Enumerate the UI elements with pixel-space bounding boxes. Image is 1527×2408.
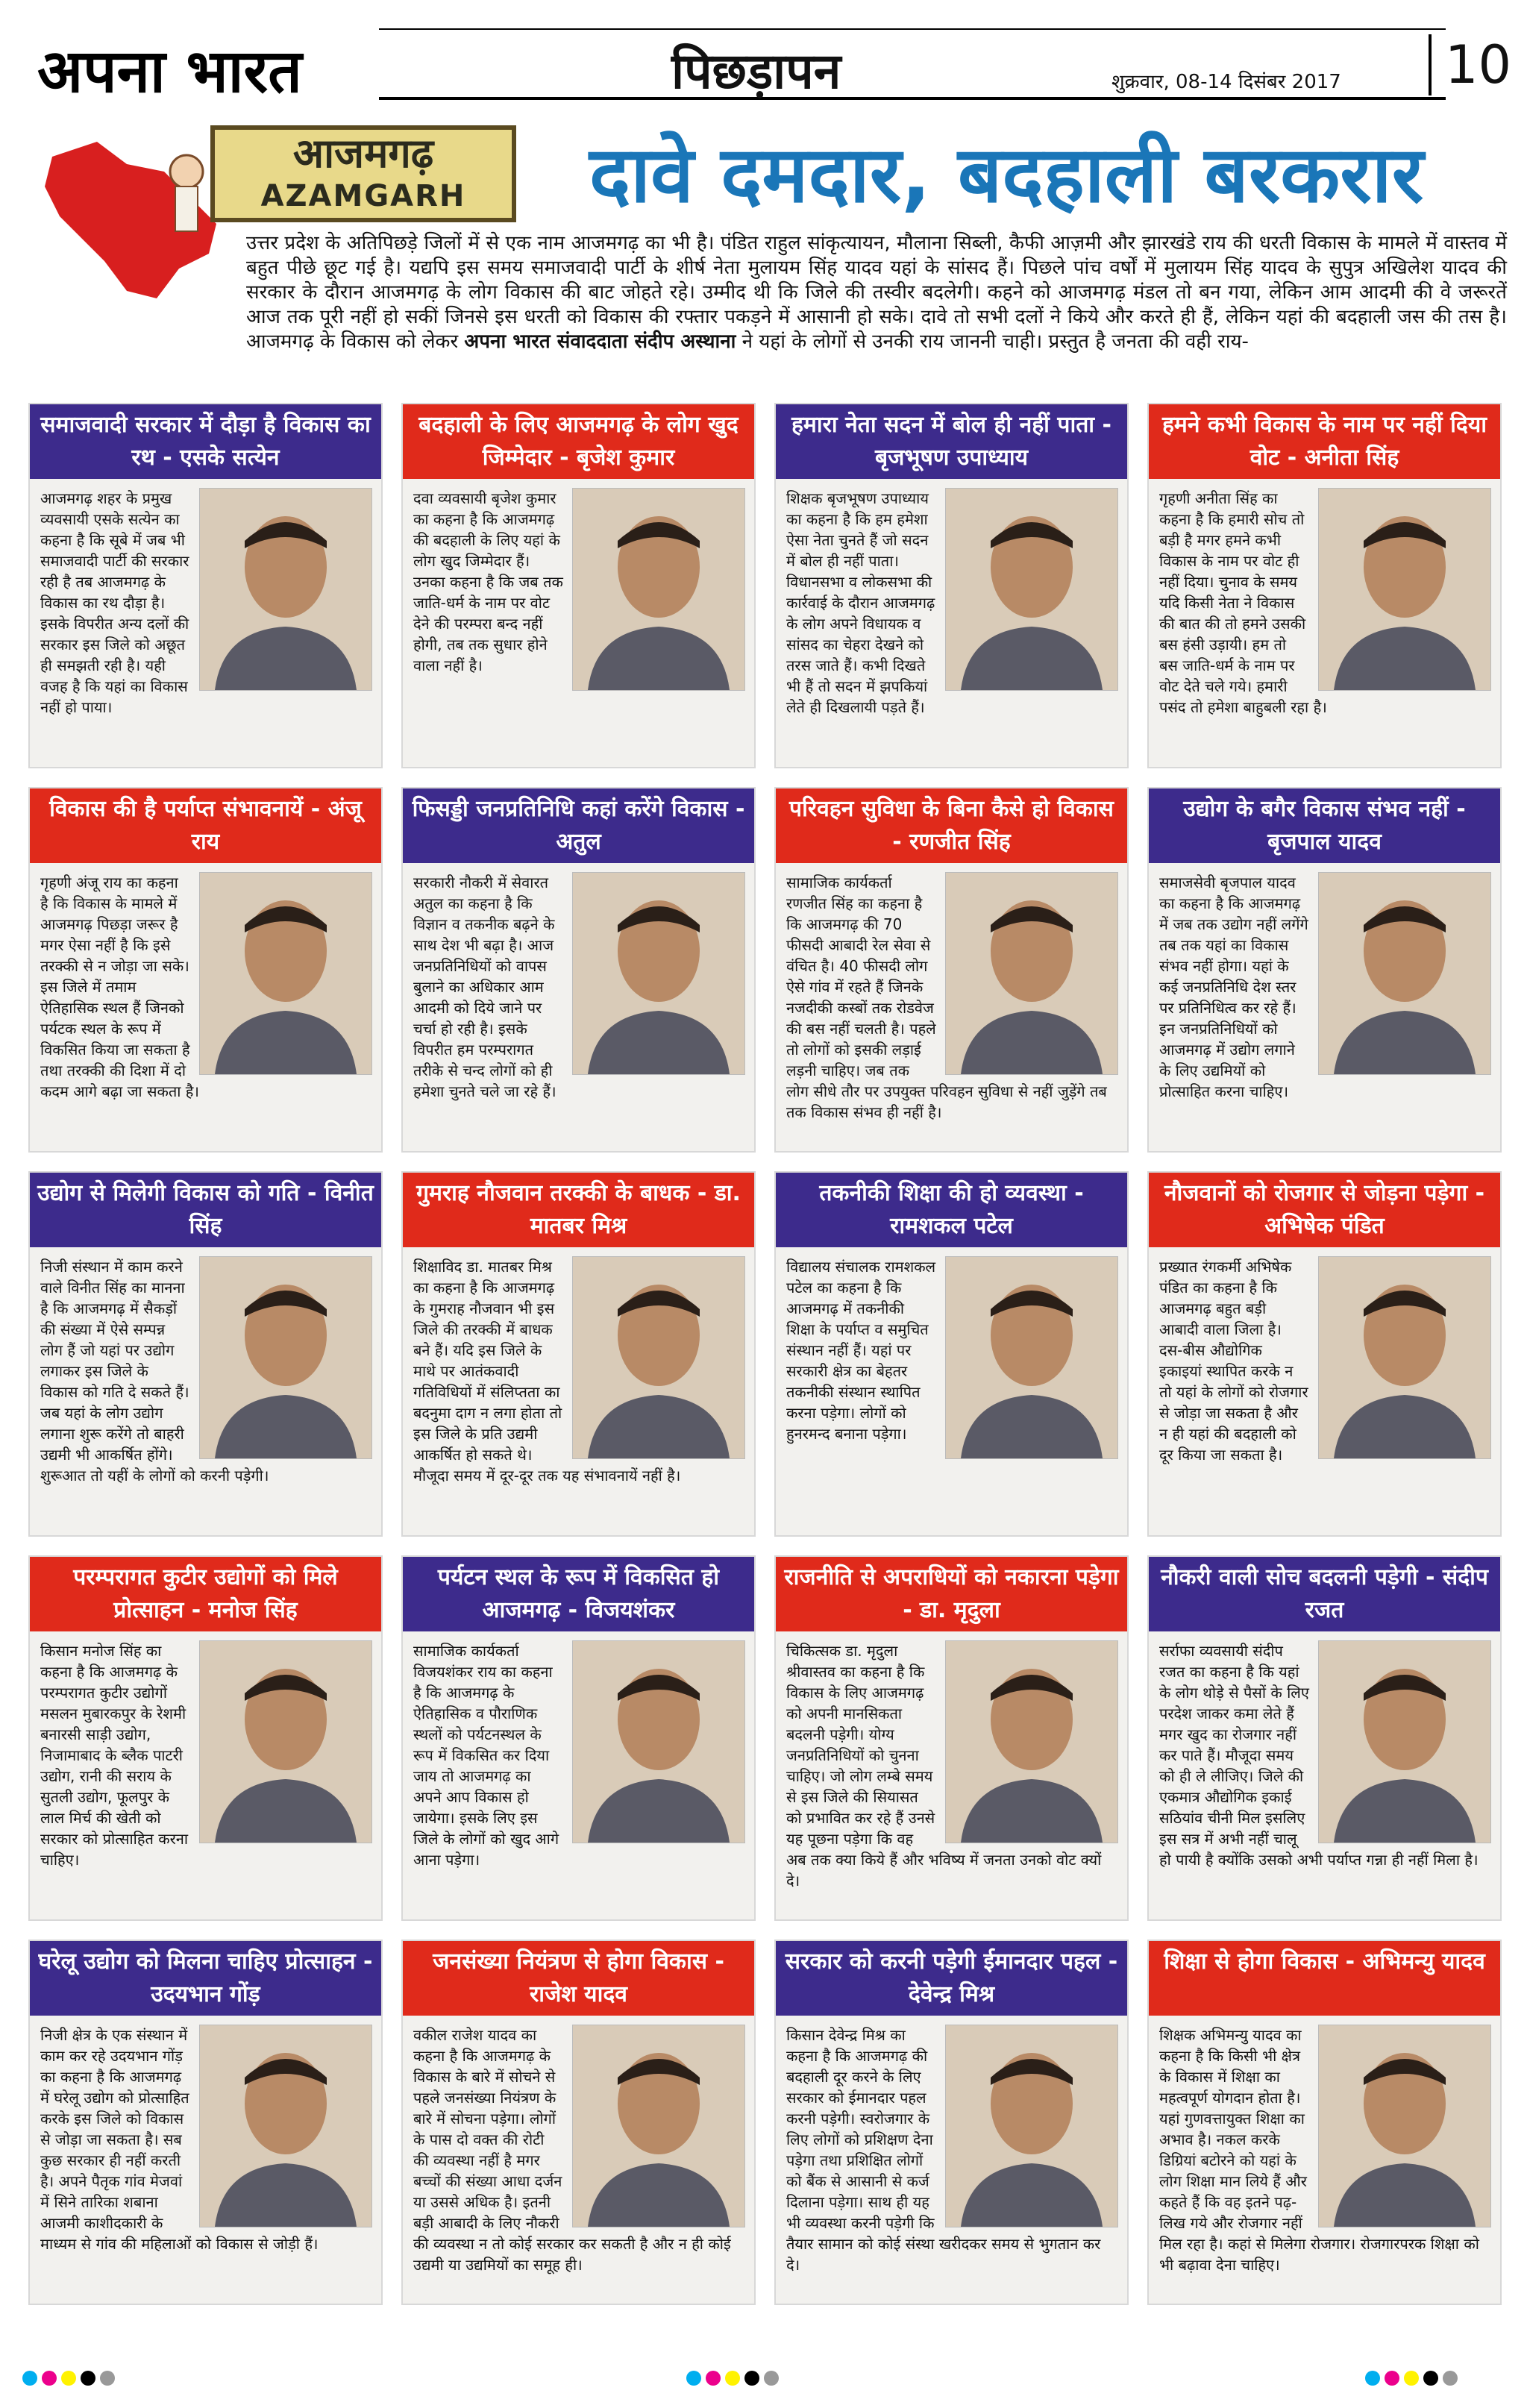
- portrait-photo: [199, 872, 372, 1075]
- opinion-card: [774, 1555, 1129, 1921]
- top-rule: [379, 28, 1446, 30]
- card-headline: नौजवानों को रोजगार से जोड़ना पड़ेगा - अभिषेक पंडित: [1149, 1173, 1500, 1247]
- card-headline: तकनीकी शिक्षा की हो व्यवस्था - रामशकल पटेल: [776, 1173, 1127, 1247]
- person-silhouette-icon: [200, 2025, 371, 2227]
- yellow-mark: [61, 2371, 76, 2386]
- masthead-rule: [379, 97, 1446, 100]
- opinion-card: [1147, 787, 1502, 1153]
- person-silhouette-icon: [573, 873, 744, 1074]
- opinion-card: [401, 403, 756, 768]
- card-text: आजमगढ़ शहर के प्रमुख व्यवसायी एसके सत्येन का कहना है कि सूबे में जब भी समाजवादी पार्टी की सरकार रही है तब आजमगढ़ के विकास का रथ दौड़ा है। इसके विपरीत अन्य दलों की सरकार इस जिले को अछूत ही समझती रही है। यही वजह है कि यहां का विकास नहीं हो पाया।: [40, 489, 189, 716]
- magenta-mark: [706, 2371, 721, 2386]
- portrait-photo: [1318, 872, 1491, 1075]
- card-body: [40, 1256, 372, 1531]
- card-body: [786, 872, 1118, 1147]
- opinion-card: [28, 403, 383, 768]
- card-headline: नौकरी वाली सोच बदलनी पड़ेगी - संदीप रजत: [1149, 1557, 1500, 1631]
- person-silhouette-icon: [946, 1641, 1117, 1843]
- gray-mark: [100, 2371, 115, 2386]
- portrait-photo: [572, 488, 745, 691]
- portrait-photo: [1318, 488, 1491, 691]
- sign-english: AZAMGARH: [260, 179, 466, 213]
- card-body: [786, 488, 1118, 762]
- intro-paragraph: [246, 231, 1507, 354]
- card-body: [1159, 488, 1491, 762]
- card-headline: परिवहन सुविधा के बिना कैसे हो विकास - रणजीत सिंह: [776, 788, 1127, 863]
- card-text: गृहणी अनीता सिंह का कहना है कि हमारी सोच तो बड़ी है मगर हमने कभी विकास के नाम पर वोट ही नहीं दिया। चुनाव के समय यदि किसी नेता ने विकास की बात की तो हमने उसकी बस हंसी उड़ायी। हम तो बस जाति-धर्म के नाम पर वोट देते चले गये। हमारी पसंद तो हमेशा बाहुबली रहा है।: [1159, 489, 1327, 716]
- opinion-card: [401, 787, 756, 1153]
- portrait-photo: [572, 1640, 745, 1843]
- sign-hindi: आजमगढ़: [292, 130, 434, 177]
- opinion-card: [28, 1940, 383, 2305]
- person-silhouette-icon: [200, 1641, 371, 1843]
- person-silhouette-icon: [1319, 489, 1490, 690]
- magenta-mark: [1385, 2371, 1399, 2386]
- opinion-card: [1147, 403, 1502, 768]
- opinion-card: [28, 1555, 383, 1921]
- black-mark: [744, 2371, 759, 2386]
- magenta-mark: [42, 2371, 57, 2386]
- opinion-card: [401, 1171, 756, 1537]
- card-text: सर्राफा व्यवसायी संदीप रजत का कहना है कि यहां के लोग थोड़े से पैसों के लिए परदेश जाकर कमा लेते हैं मगर खुद का रोजगार नहीं कर पाते हैं। मौजूदा समय को ही ले लीजिए। जिले की एकमात्र औद्योगिक इकाई सठियांव चीनी मिल इसलिए इस सत्र में अभी नहीं चालू हो पायी है क्योंकि उसको अभी पर्याप्त गन्ना ही नहीं मिला है।: [1159, 1642, 1479, 1869]
- card-headline: समाजवादी सरकार में दौड़ा है विकास का रथ - एसके सत्येन: [30, 404, 381, 479]
- card-text: किसान देवेन्द्र मिश्र का कहना है कि आजमगढ़ की बदहाली दूर करने के लिए सरकार को ईमानदार पहल करनी पड़ेगी। स्वरोजगार के लिए लोगों को प्रशिक्षण देना पड़ेगा तथा प्रशिक्षित लोगों को बैंक से आसानी से कर्ज दिलाना पड़ेगा। साथ ही यह भी व्यवस्था करनी पड़ेगी कि तैयार सामान को कोई संस्था खरीदकर समय से भुगतान कर दे।: [786, 2026, 1101, 2274]
- card-body: [786, 1256, 1118, 1531]
- opinion-card: [401, 1940, 756, 2305]
- person-silhouette-icon: [946, 873, 1117, 1074]
- cartoon-figure: [170, 155, 203, 188]
- person-silhouette-icon: [946, 489, 1117, 690]
- card-headline: बदहाली के लिए आजमगढ़ के लोग खुद जिम्मेदार - बृजेश कुमार: [403, 404, 754, 479]
- card-headline: सरकार को करनी पड़ेगी ईमानदार पहल - देवेन्द्र मिश्र: [776, 1941, 1127, 2016]
- portrait-photo: [199, 488, 372, 691]
- person-silhouette-icon: [573, 2025, 744, 2227]
- card-headline: जनसंख्या नियंत्रण से होगा विकास - राजेश यादव: [403, 1941, 754, 2016]
- cyan-mark: [686, 2371, 701, 2386]
- card-body: [40, 488, 372, 762]
- card-headline: परम्परागत कुटीर उद्योगों को मिले प्रोत्साहन - मनोज सिंह: [30, 1557, 381, 1631]
- intro-byline: अपना भारत संवाददाता संदीप अस्थाना: [464, 330, 736, 353]
- card-headline: उद्योग से मिलेगी विकास को गति - विनीत सिंह: [30, 1173, 381, 1247]
- card-body: [1159, 872, 1491, 1147]
- card-text: प्रख्यात रंगकर्मी अभिषेक पंडित का कहना है कि आजमगढ़ बहुत बड़ी आबादी वाला जिला है। दस-बीस औद्योगिक इकाइयां स्थापित करके न तो यहां के लोगों को रोजगार से जोड़ा जा सकता है और न ही यहां की बदहाली को दूर किया जा सकता है।: [1159, 1258, 1308, 1464]
- card-headline: गुमराह नौजवान तरक्की के बाधक - डा. मातबर मिश्र: [403, 1173, 754, 1247]
- card-headline: हमने कभी विकास के नाम पर नहीं दिया वोट - अनीता सिंह: [1149, 404, 1500, 479]
- opinion-card: [28, 1171, 383, 1537]
- card-headline: शिक्षा से होगा विकास - अभिमन्यु यादव: [1149, 1941, 1500, 2016]
- person-silhouette-icon: [1319, 1641, 1490, 1843]
- card-text: सामाजिक कार्यकर्ता रणजीत सिंह का कहना है कि आजमगढ़ की 70 फीसदी आबादी रेल सेवा से वंचित है। 40 फीसदी लोग ऐसे गांव में रहते हैं जिनके नजदीकी कस्बों तक रोडवेज की बस नहीं चलती है। पहले तो लोगों को इसकी लड़ाई लड़नी चाहिए। जब तक लोग सीधे तौर पर उपयुक्त परिवहन सुविधा से नहीं जुड़ेंगे तब तक विकास संभव ही नहीं है।: [786, 874, 1107, 1121]
- card-headline: विकास की है पर्याप्त संभावनायें - अंजू राय: [30, 788, 381, 863]
- person-silhouette-icon: [200, 1257, 371, 1458]
- issue-date: शुक्रवार, 08-14 दिसंबर 2017: [1111, 71, 1341, 93]
- card-body: [786, 2025, 1118, 2299]
- card-headline: फिसड्डी जनप्रतिनिधि कहां करेंगे विकास - अतुल: [403, 788, 754, 863]
- cyan-mark: [1365, 2371, 1380, 2386]
- card-body: [413, 872, 745, 1147]
- card-body: [413, 1640, 745, 1915]
- opinion-card: [774, 1171, 1129, 1537]
- yellow-mark: [725, 2371, 740, 2386]
- person-silhouette-icon: [946, 2025, 1117, 2227]
- black-mark: [1423, 2371, 1438, 2386]
- person-silhouette-icon: [1319, 1257, 1490, 1458]
- black-mark: [81, 2371, 95, 2386]
- card-text: निजी संस्थान में काम करने वाले विनीत सिंह का मानना है कि आजमगढ़ में सैकड़ों की संख्या में ऐसे सम्पन्न लोग हैं जो यहां पर उद्योग लगाकर इस जिले के विकास को गति दे सकते हैं। जब यहां के लोग उद्योग लगाना शुरू करेंगे तो बाहरी उद्यमी भी आकर्षित होंगे। शुरूआत तो यहीं के लोगों को करनी पड़ेगी।: [40, 1258, 269, 1484]
- portrait-photo: [1318, 1640, 1491, 1843]
- person-silhouette-icon: [573, 1641, 744, 1843]
- portrait-photo: [199, 1640, 372, 1843]
- person-silhouette-icon: [200, 873, 371, 1074]
- gray-mark: [1443, 2371, 1458, 2386]
- masthead: [30, 28, 1512, 110]
- card-body: [786, 1640, 1118, 1915]
- print-marks-left: [22, 2371, 115, 2386]
- card-headline: राजनीति से अपराधियों को नकारना पड़ेगा - डा. मृदुला: [776, 1557, 1127, 1631]
- card-body: [413, 488, 745, 762]
- person-silhouette-icon: [946, 1257, 1117, 1458]
- intro-text: उत्तर प्रदेश के अतिपिछड़े जिलों में से एक नाम आजमगढ़ का भी है। पंडित राहुल सांकृत्यायन, मौलाना सिब्ली, कैफी आज़मी और झारखंडे राय की धरती विकास के मामले में वास्तव में बहुत पीछे छूट गई है। यद्यपि इस समय समाजवादी पार्टी के शीर्ष नेता मुलायम सिंह यादव यहां के सांसद हैं। पिछले पांच वर्षों में मुलायम सिंह यादव के सुपुत्र अखिलेश यादव की सरकार के दौरान आजमगढ़ के लोग विकास की बाट जोहते रहे। उम्मीद थी कि जिले की तस्वीर बदलेगी। कहने को आजमगढ़ मंडल तो बन गया, लेकिन आम आदमी की वे जरूरतें आज तक पूरी नहीं हो सकीं जिनसे इस धरती को विकास की रफ्तार पकड़ने में आसानी हो सके। दावे तो सभी दलों ने किये और करते ही हैं, लेकिन यहां की बदहाली जस की तस है। आजमगढ़ के विकास को लेकर: [246, 232, 1507, 353]
- card-body: [1159, 1640, 1491, 1915]
- yellow-mark: [1404, 2371, 1419, 2386]
- portrait-photo: [945, 872, 1118, 1075]
- card-text: निजी क्षेत्र के एक संस्थान में काम कर रहे उदयभान गोंड़ का कहना है कि आजमगढ़ में घरेलू उद्योग को प्रोत्साहित करके इस जिले को विकास से जोड़ा जा सकता है। सब कुछ सरकार ही नहीं करती है। अपने पैतृक गांव मेजवां में सिने तारिका शबाना आजमी काशीदकारी के माध्यम से गांव की महिलाओं को विकास से जोड़ी हैं।: [40, 2026, 319, 2253]
- card-text: चिकित्सक डा. मृदुला श्रीवास्तव का कहना है कि विकास के लिए आजमगढ़ को अपनी मानसिकता बदलनी पड़ेगी। योग्य जनप्रतिनिधियों को चुनना चाहिए। जो लोग लम्बे समय से इस जिले की सियासत को प्रभावित कर रहे हैं उनसे यह पूछना पड़ेगा कि वह अब तक क्या किये हैं और भविष्य में जनता उनको वोट क्यों दे।: [786, 1642, 1102, 1890]
- opinion-card: [774, 1940, 1129, 2305]
- card-headline: उद्योग के बगैर विकास संभव नहीं - बृजपाल यादव: [1149, 788, 1500, 863]
- card-headline: पर्यटन स्थल के रूप में विकसित हो आजमगढ़ - विजयशंकर: [403, 1557, 754, 1631]
- person-silhouette-icon: [200, 489, 371, 690]
- opinion-card: [774, 403, 1129, 768]
- card-text: शिक्षक बृजभूषण उपाध्याय का कहना है कि हम हमेशा ऐसा नेता चुनते हैं जो सदन में बोल ही नहीं पाता। विधानसभा व लोकसभा की कार्रवाई के दौरान आजमगढ़ के लोग अपने विधायक व सांसद का चेहरा देखने को तरस जाते हैं। कभी दिखते भी हैं तो सदन में झपकियां लेते ही दिखलायी पड़ते हैं।: [786, 489, 935, 716]
- opinion-card: [1147, 1171, 1502, 1537]
- person-silhouette-icon: [1319, 2025, 1490, 2227]
- card-body: [1159, 1256, 1491, 1531]
- card-text: विद्यालय संचालक रामशकल पटेल का कहना है कि आजमगढ़ में तकनीकी शिक्षा के पर्याप्त व समुचित संस्थान नहीं हैं। यहां पर सरकारी क्षेत्र का बेहतर तकनीकी संस्थान स्थापित करना पड़ेगा। लोगों को हुनरमन्द बनाना पड़ेगा।: [786, 1258, 936, 1443]
- newspaper-logo: अपना भारत: [37, 36, 302, 106]
- portrait-photo: [199, 2025, 372, 2227]
- card-headline: हमारा नेता सदन में बोल ही नहीं पाता - बृजभूषण उपाध्याय: [776, 404, 1127, 479]
- portrait-photo: [199, 1256, 372, 1459]
- card-body: [413, 1256, 745, 1531]
- opinion-card: [28, 787, 383, 1153]
- portrait-photo: [945, 1640, 1118, 1843]
- person-silhouette-icon: [573, 1257, 744, 1458]
- card-headline: घरेलू उद्योग को मिलना चाहिए प्रोत्साहन - उदयभान गोंड़: [30, 1941, 381, 2016]
- card-body: [40, 872, 372, 1147]
- portrait-photo: [1318, 2025, 1491, 2227]
- gray-mark: [764, 2371, 779, 2386]
- card-text: सरकारी नौकरी में सेवारत अतुल का कहना है कि विज्ञान व तकनीक बढ़ने के साथ देश भी बढ़ा है। आज जनप्रतिनिधियों को वापस बुलाने का अधिकार आम आदमी को दिये जाने पर चर्चा हो रही है। इसके विपरीत हम परम्परागत तरीके से चन्द लोगों को ही हमेशा चुनते चले जा रहे हैं।: [413, 874, 556, 1100]
- portrait-photo: [572, 2025, 745, 2227]
- card-body: [40, 2025, 372, 2299]
- opinion-card: [1147, 1555, 1502, 1921]
- card-body: [1159, 2025, 1491, 2299]
- opinion-card: [774, 787, 1129, 1153]
- page-number: 10: [1429, 34, 1511, 95]
- card-body: [413, 2025, 745, 2299]
- azamgarh-signboard: [210, 125, 516, 222]
- card-text: शिक्षाविद डा. मातबर मिश्र का कहना है कि आजमगढ़ के गुमराह नौजवान भी इस जिले की तरक्की में बाधक बने हैं। यदि इस जिले के माथे पर आतंकवादी गतिविधियों में संलिप्तता का बदनुमा दाग न लगा होता तो इस जिले के प्रति उद्यमी आकर्षित हो सकते थे। मौजूदा समय में दूर-दूर तक यह संभावनायें नहीं है।: [413, 1258, 681, 1484]
- opinion-card: [401, 1555, 756, 1921]
- cyan-mark: [22, 2371, 37, 2386]
- card-text: वकील राजेश यादव का कहना है कि आजमगढ़ के विकास के बारे में सोचने से पहले जनसंख्या नियंत्रण के बारे में सोचना पड़ेगा। लोगों के पास दो वक्त की रोटी की व्यवस्था नहीं है मगर बच्चों की संख्या आधा दर्जन या उससे अधिक है। इतनी बड़ी आबादी के लिए नौकरी की व्यवस्था न तो कोई सरकार कर सकती है और न ही कोई उद्यमी या उद्यमियों का समूह ही।: [413, 2026, 731, 2274]
- uttar-pradesh-map-illustration: [37, 127, 231, 313]
- portrait-photo: [945, 1256, 1118, 1459]
- card-text: किसान मनोज सिंह का कहना है कि आजमगढ़ के परम्परागत कुटीर उद्योगों मसलन मुबारकपुर के रेशमी बनारसी साड़ी उद्योग, निजामाबाद के ब्लैक पाटरी उद्योग, रानी की सराय के सुतली उद्योग, फूलपुर के लाल मिर्च की खेती को सरकार को प्रोत्साहित करना चाहिए।: [40, 1642, 189, 1869]
- print-marks-center: [686, 2371, 779, 2386]
- card-text: शिक्षक अभिमन्यु यादव का कहना है कि किसी भी क्षेत्र के विकास में शिक्षा का महत्वपूर्ण योगदान होता है। यहां गुणवत्तायुक्त शिक्षा का अभाव है। नकल करके डिग्रियां बटोरने को यहां के लोग शिक्षा मान लिये हैं और कहते हैं कि वह इतने पढ़-लिख गये और रोजगार नहीं मिल रहा है। कहां से मिलेगा रोजगार। रोजगारपरक शिक्षा को भी बढ़ावा देना चाहिए।: [1159, 2026, 1479, 2274]
- card-text: दवा व्यवसायी बृजेश कुमार का कहना है कि आजमगढ़ की बदहाली के लिए यहां के लोग खुद जिम्मेदार हैं। उनका कहना है कि जब तक जाति-धर्म के नाम पर वोट देने की परम्परा बन्द नहीं होगी, तब तक सुधार होने वाला नहीं है।: [413, 489, 563, 674]
- card-text: समाजसेवी बृजपाल यादव का कहना है कि आजमगढ़ में जब तक उद्योग नहीं लगेंगे तब तक यहां का विकास संभव नहीं होगा। यहां के कई जनप्रतिनिधि देश स्तर पर प्रतिनिधित्व कर रहे हैं। इन जनप्रतिनिधियों को आजमगढ़ में उद्योग लगाने के लिए उद्यमियों को प्रोत्साहित करना चाहिए।: [1159, 874, 1308, 1100]
- person-silhouette-icon: [1319, 873, 1490, 1074]
- portrait-photo: [572, 1256, 745, 1459]
- section-title: पिछड़ापन: [671, 43, 841, 100]
- intro-tail: ने यहां के लोगों से उनकी राय जाननी चाही। प्रस्तुत है जनता की वही राय-: [741, 330, 1249, 353]
- person-silhouette-icon: [573, 489, 744, 690]
- cartoon-body: [175, 186, 198, 231]
- card-body: [40, 1640, 372, 1915]
- portrait-photo: [945, 488, 1118, 691]
- main-headline: दावे दमदार, बदहाली बरकरार: [589, 129, 1424, 220]
- opinion-card: [1147, 1940, 1502, 2305]
- card-text: सामाजिक कार्यकर्ता विजयशंकर राय का कहना है कि आजमगढ़ के ऐतिहासिक व पौराणिक स्थलों को पर्यटनस्थल के रूप में विकसित कर दिया जाय तो आजमगढ़ का अपने आप विकास हो जायेगा। इसके लिए इस जिले के लोगों को खुद आगे आना पड़ेगा।: [413, 1642, 559, 1869]
- portrait-photo: [945, 2025, 1118, 2227]
- portrait-photo: [1318, 1256, 1491, 1459]
- print-marks-right: [1365, 2371, 1458, 2386]
- card-text: गृहणी अंजू राय का कहना है कि विकास के मामले में आजमगढ़ पिछड़ा जरूर है मगर ऐसा नहीं है कि इसे तरक्की से न जोड़ा जा सके। इस जिले में तमाम ऐतिहासिक स्थल हैं जिनको पर्यटक स्थल के रूप में विकसित किया जा सकता है तथा तरक्की की दिशा में दो कदम आगे बढ़ा जा सकता है।: [40, 874, 199, 1100]
- portrait-photo: [572, 872, 745, 1075]
